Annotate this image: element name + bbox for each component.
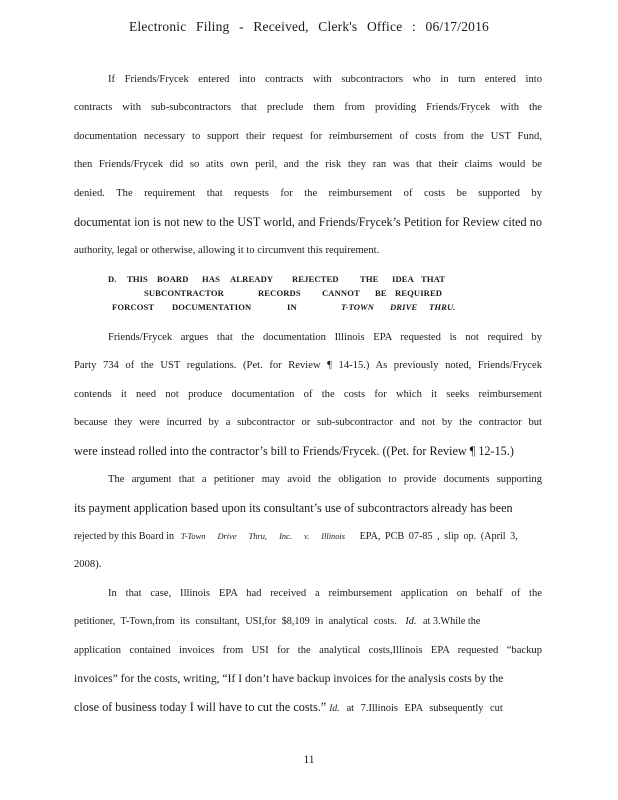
paragraph-line: documentat ion is not new to the UST world, and Friends/Frycek’s Petition for Review cited no — [74, 215, 542, 229]
case-citation: T-Town Drive Thru, Inc. v. Illinois — [180, 532, 346, 541]
paragraph-line: denied. The requirement that requests for the reimbursement of costs be supported by — [74, 188, 542, 199]
heading-word: SUBCONTRACTOR — [144, 288, 224, 298]
paragraph-line: If Friends/Frycek entered into contracts with subcontractors who in turn entered into — [108, 74, 542, 85]
paragraph-line: 2008). — [74, 559, 102, 570]
filing-stamp-header: Electronic Filing - Received, Clerk's Office : 06/17/2016 — [128, 19, 489, 34]
heading-word: D. — [108, 274, 117, 284]
heading-word: HAS — [202, 274, 220, 284]
paragraph-text: its payment application based upon its consultant’s use of subcontractors already has been — [74, 501, 513, 515]
heading-word: DRIVE — [390, 302, 418, 312]
paragraph-text: EPA, PCB 07-85 , slip op. (April 3, — [359, 531, 518, 542]
paragraph-text: at 7.Illinois EPA subsequently cut — [346, 703, 503, 714]
heading-word: DOCUMENTATION — [172, 302, 252, 312]
paragraph-line — [74, 501, 542, 515]
paragraph-line — [74, 700, 542, 716]
paragraph-line: invoices” for the costs, writing, “If I don’t have backup invoices for the analysis costs by the — [74, 672, 504, 685]
heading-word: T-TOWN — [341, 302, 375, 312]
paragraph-line: authority, legal or otherwise, allowing it to circumvent this requirement. — [74, 245, 380, 256]
heading-word: FORCOST — [112, 302, 155, 312]
heading-word: BOARD — [157, 274, 189, 284]
paragraph-line: were instead rolled into the contractor’s bill to Friends/Frycek. ((Pet. for Review ¶ 12-15.) — [74, 444, 514, 458]
paragraph-line — [74, 615, 542, 629]
heading-word: THRU. — [429, 302, 456, 312]
paragraph-text: close of business today I will have to cut the costs.” — [74, 700, 327, 714]
heading-word: REJECTED — [292, 274, 339, 284]
heading-word: IDEA — [392, 274, 414, 284]
paragraph-line: Friends/Frycek argues that the documentation Illinois EPA requested is not required by — [108, 332, 542, 343]
paragraph-line: documentation necessary to support their request for reimbursement of costs from the UST Fund, — [74, 131, 542, 142]
paragraph-text: at 3.While the — [422, 616, 481, 627]
page-number: 11 — [303, 754, 315, 766]
paragraph-line — [74, 530, 542, 544]
paragraph-line: Party 734 of the UST regulations. (Pet. for Review ¶ 14-15.) As previously noted, Friends/Frycek — [74, 360, 542, 371]
paragraph-line: contracts with sub-subcontractors that preclude them from providing Friends/Frycek with the — [74, 102, 542, 113]
heading-word: THE — [360, 274, 379, 284]
paragraph-text: petitioner, T-Town,from its consultant, USI,for $8,109 in analytical costs. — [74, 616, 397, 627]
paragraph-line: In that case, Illinois EPA had received a reimbursement application on behalf of the — [108, 588, 542, 599]
id-citation: Id. — [329, 704, 340, 714]
heading-word: REQUIRED — [395, 288, 443, 298]
paragraph-line: The argument that a petitioner may avoid the obligation to provide documents supporting — [108, 474, 542, 485]
heading-word: IN — [287, 302, 297, 312]
heading-word: THAT — [421, 274, 446, 284]
paragraph-text: rejected by this Board in — [74, 531, 175, 542]
paragraph-line: contends it need not produce documentation of the costs for which it seeks reimbursement — [74, 389, 542, 400]
paragraph-line: application contained invoices from USI for the analytical costs,Illinois EPA requested “backup — [74, 645, 542, 656]
id-citation: Id. — [405, 616, 417, 627]
paragraph-line: because they were incurred by a subcontractor or sub-subcontractor and not by the contractor but — [74, 417, 542, 428]
heading-word: CANNOT — [322, 288, 360, 298]
heading-word: ALREADY — [230, 274, 274, 284]
paragraph-line: then Friends/Frycek did so atits own peril, and the risk they ran was that their claims would be — [74, 159, 542, 170]
heading-word: BE — [375, 288, 387, 298]
heading-word: THIS — [127, 274, 148, 284]
heading-word: RECORDS — [258, 288, 301, 298]
